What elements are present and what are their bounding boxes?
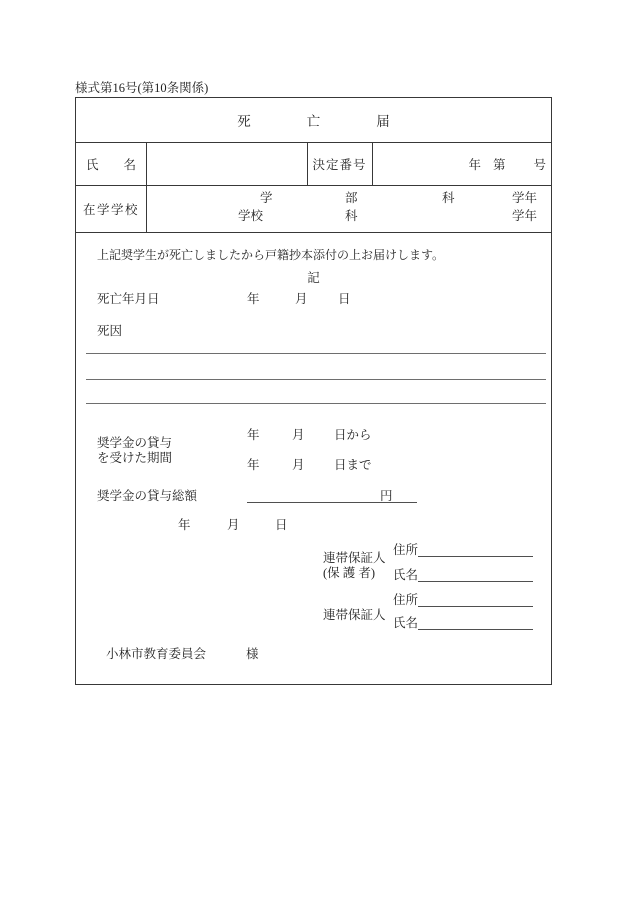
school-ka2-label: 科 bbox=[345, 209, 358, 223]
guarantor2-name-label: 氏名 bbox=[393, 616, 419, 630]
decision-year-label: 年 bbox=[468, 157, 481, 172]
period-to-day-label: 日まで bbox=[334, 458, 372, 472]
loan-total-label: 奨学金の貸与総額 bbox=[97, 489, 198, 503]
recipient-honorific: 様 bbox=[246, 647, 259, 661]
period-from-month-label: 月 bbox=[292, 428, 305, 442]
period-from-day-label: 日から bbox=[334, 428, 372, 442]
name-label-char: 名 bbox=[123, 157, 136, 172]
form-number: 様式第16号(第10条関係) bbox=[75, 81, 209, 95]
form-title-char: 亡 bbox=[306, 114, 321, 129]
guarantor1-label-line1: 連帯保証人 bbox=[323, 551, 386, 565]
name-field-label bbox=[76, 142, 146, 185]
period-from-year-label: 年 bbox=[247, 428, 260, 442]
recipient-name: 小林市教育委員会 bbox=[106, 647, 207, 661]
guarantor1-name-blank bbox=[418, 581, 533, 582]
school-field-label bbox=[76, 185, 146, 232]
decision-number-label-text: 決定番号 bbox=[312, 157, 367, 172]
death-date-day-label: 日 bbox=[338, 292, 351, 306]
guarantor1-address-blank bbox=[418, 556, 533, 557]
loan-period-label-line1: 奨学金の貸与 bbox=[97, 436, 173, 450]
school-ka-label: 科 bbox=[442, 191, 455, 205]
school-gakunen2-label: 学年 bbox=[512, 209, 538, 223]
school-gakko-label: 学校 bbox=[238, 209, 264, 223]
school-gakunen-label: 学年 bbox=[512, 191, 538, 205]
cause-writing-line-1 bbox=[86, 353, 546, 354]
death-date-label: 死亡年月日 bbox=[97, 292, 160, 306]
loan-period-label-line2: を受けた期間 bbox=[97, 451, 173, 465]
report-date-day-label: 日 bbox=[275, 518, 288, 532]
guarantor2-address-blank bbox=[418, 606, 533, 607]
period-to-year-label: 年 bbox=[247, 458, 260, 472]
guarantor2-name-blank bbox=[418, 629, 533, 630]
death-date-month-label: 月 bbox=[295, 292, 308, 306]
guarantor2-label: 連帯保証人 bbox=[323, 608, 386, 622]
guarantor1-address-label: 住所 bbox=[393, 543, 419, 557]
death-notification-form bbox=[75, 97, 552, 685]
guarantor1-label-line2: (保 護 者) bbox=[323, 566, 376, 580]
name-field-blank bbox=[146, 142, 307, 185]
cause-writing-line-3 bbox=[86, 403, 546, 404]
period-to-month-label: 月 bbox=[292, 458, 305, 472]
form-title-char: 届 bbox=[376, 114, 390, 129]
form-title-char: 死 bbox=[237, 114, 251, 129]
decision-no-suffix: 号 bbox=[533, 157, 546, 172]
guarantor1-name-label: 氏名 bbox=[393, 568, 419, 582]
school-gaku-label: 学 bbox=[260, 191, 273, 205]
form-body bbox=[76, 232, 551, 684]
name-label-char: 氏 bbox=[86, 157, 99, 172]
loan-total-unit-label: 円 bbox=[380, 489, 393, 503]
report-date-month-label: 月 bbox=[227, 518, 240, 532]
statement-text: 上記奨学生が死亡しましたから戸籍抄本添付の上お届けします。 bbox=[97, 248, 445, 262]
form-title bbox=[76, 98, 551, 142]
school-bu-label: 部 bbox=[345, 191, 358, 205]
guarantor2-address-label: 住所 bbox=[393, 593, 419, 607]
report-date-year-label: 年 bbox=[178, 518, 191, 532]
school-field-blank bbox=[146, 185, 551, 232]
cause-writing-line-2 bbox=[86, 379, 546, 380]
death-date-year-label: 年 bbox=[247, 292, 260, 306]
record-heading: 記 bbox=[307, 271, 320, 285]
cause-of-death-label: 死因 bbox=[97, 324, 123, 338]
school-field-label-text: 在学学校 bbox=[82, 202, 139, 217]
decision-no-prefix: 第 bbox=[492, 157, 506, 172]
decision-number-label bbox=[307, 142, 372, 185]
decision-number-blank bbox=[372, 142, 551, 185]
